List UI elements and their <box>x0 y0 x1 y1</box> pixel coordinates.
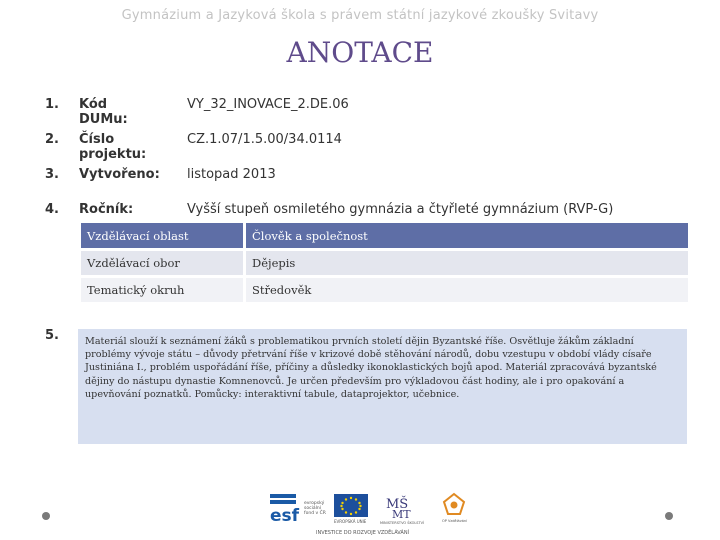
svg-text:MINISTERSTVO ŠKOLSTVÍ: MINISTERSTVO ŠKOLSTVÍ <box>380 521 425 525</box>
page-title: ANOTACE <box>286 36 434 69</box>
field-label: Kód DUMu: <box>79 97 128 127</box>
item-number: 5. <box>45 328 59 343</box>
svg-text:evropský: evropský <box>304 501 325 506</box>
description-box: Materiál slouží k seznámení žáků s problematikou prvních století dějin Byzantské říše. Osvětluje žákům základní problémy vývoje státu – důvody přetrvání říše v krizové době stěhování národů, dobu vzestupu v období vlády císaře Justiniána I., problém uspořádání říše, příčiny a důsledky ikonoklastických bojů apod. Materiál zpracovává byzantské dějiny do nástupu dynastie Komnenovců. Je určen především pro výkladovou část hodiny, ale i pro opakování a upevňování poznatků. Pomůcky: interaktivní tabule, dataprojektor, učebnice. <box>78 329 687 444</box>
svg-text:EVROPSKÁ UNIE: EVROPSKÁ UNIE <box>334 519 367 524</box>
field-value: Vyšší stupeň osmiletého gymnázia a čtyřleté gymnázium (RVP-G) <box>187 202 614 217</box>
field-number: 4. <box>45 202 59 217</box>
msmt-logo <box>380 495 424 525</box>
table-cell: Vzdělávací obor <box>81 251 243 275</box>
esf-logo <box>270 494 326 526</box>
table-cell: Člověk a společnost <box>246 223 688 248</box>
table-row <box>81 278 688 302</box>
table-row <box>81 223 688 248</box>
field-value: VY_32_INOVACE_2.DE.06 <box>187 97 349 112</box>
svg-text:OP Vzdělávání: OP Vzdělávání <box>442 519 468 523</box>
op-vk-logo <box>442 494 468 523</box>
school-name: Gymnázium a Jazyková škola s právem státní jazykové zkoušky Svitavy <box>121 8 599 23</box>
bullet-dot-icon <box>665 512 673 520</box>
footer-caption: INVESTICE DO ROZVOJE VZDĚLÁVÁNÍ <box>316 530 410 536</box>
subject-table <box>78 220 691 305</box>
svg-text:esf: esf <box>270 506 300 526</box>
field-label: Číslo projektu: <box>79 132 147 162</box>
funding-logos <box>268 490 478 536</box>
table-row <box>81 251 688 275</box>
svg-text:sociální: sociální <box>304 506 321 511</box>
field-value: CZ.1.07/1.5.00/34.0114 <box>187 132 342 147</box>
svg-text:MT: MT <box>392 508 411 521</box>
table-cell: Tematický okruh <box>81 278 243 302</box>
table-cell: Středověk <box>246 278 688 302</box>
field-number: 1. <box>45 97 59 112</box>
svg-text:fond v ČR: fond v ČR <box>304 511 326 516</box>
field-value: listopad 2013 <box>187 167 276 182</box>
field-label: Vytvořeno: <box>79 167 160 182</box>
field-label: Ročník: <box>79 202 134 217</box>
bullet-dot-icon <box>42 512 50 520</box>
svg-text:MŠ: MŠ <box>386 497 409 512</box>
table-cell: Dějepis <box>246 251 688 275</box>
field-number: 3. <box>45 167 59 182</box>
field-number: 2. <box>45 132 59 147</box>
table-cell: Vzdělávací oblast <box>81 223 243 248</box>
eu-flag-logo <box>334 494 368 524</box>
